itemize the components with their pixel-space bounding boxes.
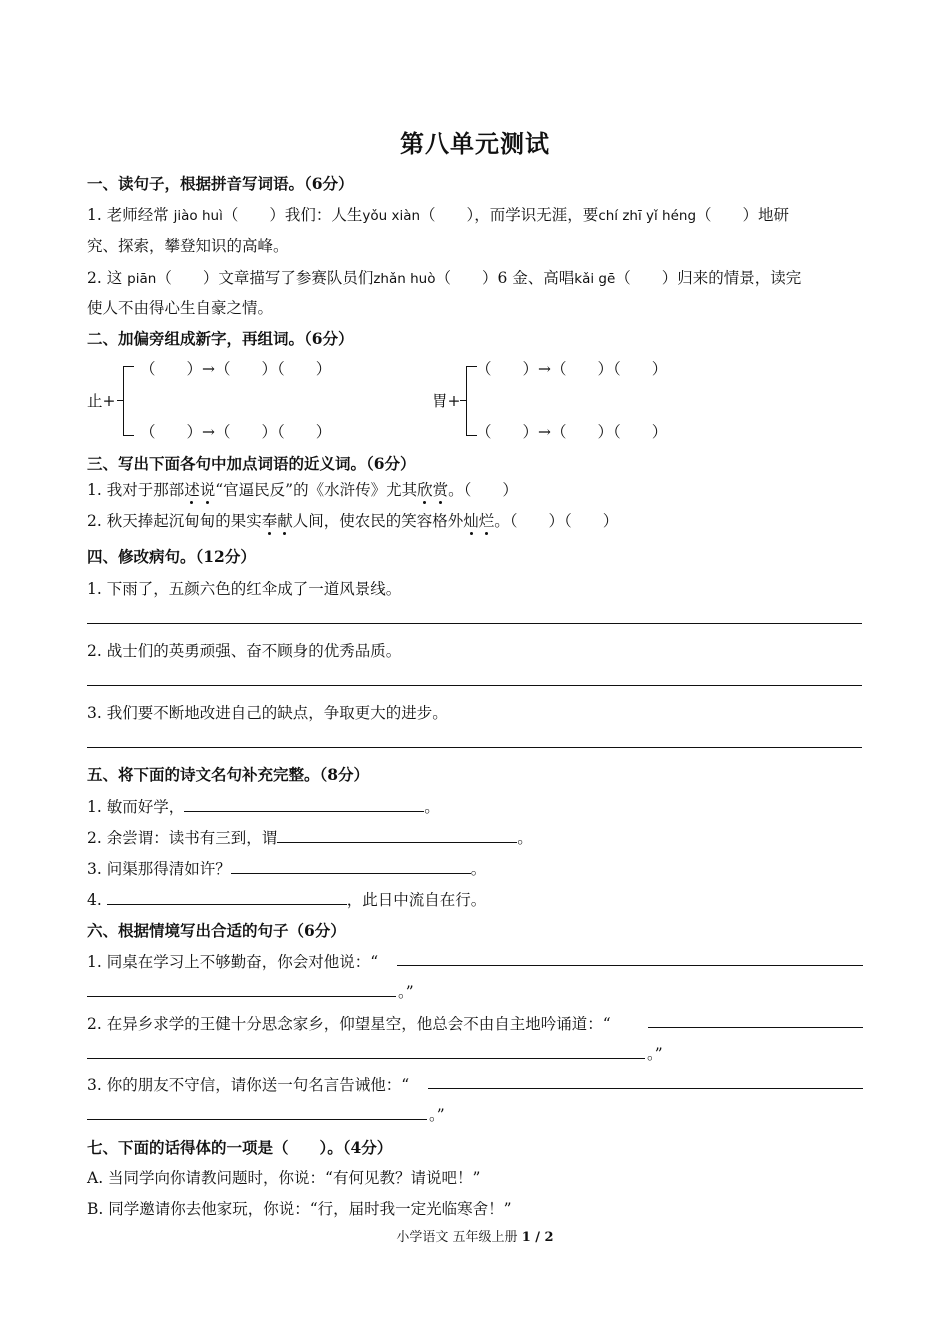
left-row-1: （ ）→（ ）（ ） [140,360,332,378]
s5-l2-end: 。 [517,829,533,847]
s5-l3-end: 。 [470,860,487,878]
s5-l1-end: 。 [424,798,440,816]
answer-line [87,685,862,686]
s1-l1-text-d: （ ）地研 [696,206,790,224]
s3-l2-text-a: 2. 秋天捧起沉甸甸的果实 [87,512,262,530]
s5-l3-text: 3. 问渠那得清如许？ [87,860,231,878]
s3-l1-text-a: 1. 我对于那部 [87,481,185,499]
s3-l2-text-c: 。（ ）（ ） [494,512,619,530]
s1-l1-text-c: （ ），而学识无涯，要 [420,206,599,224]
s5-line-4 [87,888,486,910]
s5-l1-text: 1. 敏而好学， [87,798,185,816]
right-radical-char: 胃+ [432,392,461,410]
s6-q3-end: 。” [429,1106,445,1124]
answer-line [87,623,862,624]
s4-sentence-3: 3. 我们要不断地改进自己的缺点，争取更大的进步。 [87,704,448,722]
answer-line [428,1088,863,1089]
section-5-heading: 五、将下面的诗文名句补充完整。（8分） [87,765,370,784]
s5-l2-text: 2. 余尝谓：读书有三到，谓 [87,829,278,847]
pinyin-youxian: yǒu xiàn [362,208,421,224]
s5-l4-end: ，此日中流自在行。 [346,891,487,909]
fill-blank [277,828,517,843]
s6-q1-end: 。” [398,983,414,1001]
answer-line [648,1027,863,1028]
dotted-char: 述 [184,478,200,500]
s1-l2-text-b: （ ）文章描写了参赛队员们 [156,269,374,287]
answer-line [87,996,396,997]
s4-sentence-1: 1. 下雨了，五颜六色的红伞成了一道风景线。 [87,580,402,598]
s4-sentence-2: 2. 战士们的英勇顽强、奋不顾身的优秀品质。 [87,642,402,660]
page-number: 1 / 2 [521,1230,554,1245]
pinyin-zhanhuo: zhǎn huò [373,271,436,287]
answer-line [87,1119,427,1120]
fill-blank [107,890,347,905]
section-6-heading: 六、根据情境写出合适的句子（6分） [87,921,346,940]
right-brace-tip [460,400,466,401]
dotted-char: 灿 [463,509,479,531]
page-title: 第八单元测试 [400,129,550,158]
pinyin-jiaohui: jiào huì [173,208,223,224]
dotted-char: 奉 [262,509,278,531]
dotted-char: 烂 [479,509,495,531]
s1-l2-text-c: （ ）6 金、高唱 [435,269,575,287]
s3-l1-text-b: “官逼民反”的《水浒传》尤其 [215,481,418,499]
s1-line-1-cont: 究、探索，攀登知识的高峰。 [87,237,289,255]
s6-q1: 1. 同桌在学习上不够勤奋，你会对他说：“ [87,953,379,971]
page-footer [0,1226,950,1245]
answer-line [87,747,862,748]
section-2-heading: 二、加偏旁组成新字，再组词。（6分） [87,329,354,348]
s1-l1-text-a: 1. 老师经常 [87,206,169,224]
s3-l2-text-b: 人间，使农民的笑容格外 [292,512,464,530]
s6-q2: 2. 在异乡求学的王健十分思念家乡，仰望星空，他总会不由自主地吟诵道：“ [87,1015,611,1033]
fill-blank [184,797,424,812]
answer-line [87,1058,645,1059]
s6-q3: 3. 你的朋友不守信，请你送一句名言告诫他：“ [87,1076,410,1094]
s3-line-1 [87,478,518,500]
s1-line-2-cont: 使人不由得心生自豪之情。 [87,299,274,317]
section-4-heading: 四、修改病句。（12分） [87,547,256,566]
left-brace-tip [117,400,123,401]
dotted-char: 献 [277,509,293,531]
s3-l1-text-c: 。（ ） [448,481,518,499]
pinyin-chizhiyiheng: chí zhī yǐ héng [598,208,697,224]
section-3-heading: 三、写出下面各句中加点词语的近义词。（6分） [87,454,416,473]
right-row-2: （ ）→（ ）（ ） [476,423,668,441]
s5-l4-text: 4. [87,891,107,909]
s1-l1-text-b: （ ）我们：人生 [222,206,363,224]
dotted-char: 赏 [433,478,449,500]
fill-blank [231,859,471,874]
s1-line-2 [87,266,801,288]
section-7-heading: 七、下面的话得体的一项是（ ）。（4分） [87,1138,393,1157]
dotted-char: 欣 [417,478,433,500]
option-b: B. 同学邀请你去他家玩，你说：“行，届时我一定光临寒舍！” [87,1200,512,1218]
left-radical-char: 止+ [87,392,116,410]
s5-line-2 [87,826,533,848]
s5-line-3 [87,857,486,879]
dotted-char: 说 [200,478,216,500]
left-brace [123,366,134,436]
s6-q2-end: 。” [647,1045,663,1063]
s3-line-2 [87,509,618,531]
s1-l2-text-a: 2. 这 [87,269,123,287]
s1-l2-text-d: （ ）归来的情景，读完 [615,269,802,287]
pinyin-pian: piān [127,271,157,287]
s5-line-1 [87,795,440,817]
left-row-2: （ ）→（ ）（ ） [140,423,332,441]
option-a: A. 当同学向你请教问题时，你说：“有何见教？请说吧！” [87,1169,481,1187]
answer-line [397,965,863,966]
pinyin-kaige: kǎi gē [574,271,616,287]
footer-text: 小学语文 五年级上册 [396,1230,518,1245]
s1-line-1 [87,203,789,225]
right-row-1: （ ）→（ ）（ ） [476,360,668,378]
section-1-heading: 一、读句子，根据拼音写词语。（6分） [87,174,354,193]
